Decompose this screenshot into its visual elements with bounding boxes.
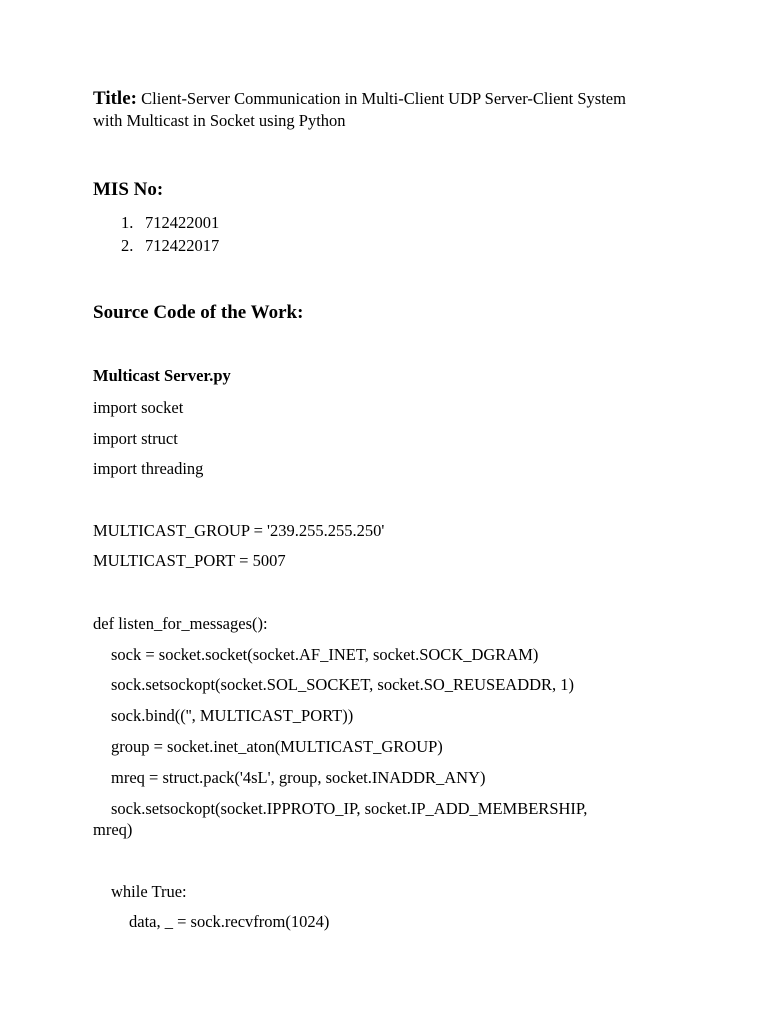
- list-item: [93, 234, 219, 257]
- code-line: import threading: [93, 459, 204, 478]
- code-line: mreq = struct.pack('4sL', group, socket.INADDR_ANY): [111, 768, 486, 787]
- code-line: MULTICAST_PORT = 5007: [93, 551, 286, 570]
- file-name-heading: Multicast Server.py: [93, 366, 231, 385]
- code-line: sock.setsockopt(socket.IPPROTO_IP, socket.IP_ADD_MEMBERSHIP,: [111, 799, 588, 818]
- code-line: def listen_for_messages():: [93, 614, 268, 633]
- document-title: [93, 88, 653, 132]
- code-line: while True:: [111, 882, 187, 901]
- code-line: sock.bind(('', MULTICAST_PORT)): [111, 706, 354, 725]
- source-code-heading: Source Code of the Work:: [93, 302, 304, 323]
- code-line: data, _ = sock.recvfrom(1024): [129, 912, 330, 931]
- mis-number-list: [93, 211, 219, 257]
- code-line: sock = socket.socket(socket.AF_INET, socket.SOCK_DGRAM): [111, 645, 539, 664]
- list-item: [93, 211, 219, 234]
- code-line: group = socket.inet_aton(MULTICAST_GROUP): [111, 737, 443, 756]
- code-line: import socket: [93, 398, 184, 417]
- mis-number: 712422017: [145, 236, 220, 255]
- code-line: MULTICAST_GROUP = '239.255.255.250': [93, 521, 385, 540]
- list-index: 2.: [121, 236, 134, 255]
- mis-heading: MIS No:: [93, 179, 164, 200]
- code-line: import struct: [93, 429, 178, 448]
- code-line: sock.setsockopt(socket.SOL_SOCKET, socket.SO_REUSEADDR, 1): [111, 675, 575, 694]
- title-text: Client-Server Communication in Multi-Client UDP Server-Client System with Multicast in Socket using Python: [93, 89, 626, 130]
- title-label: Title:: [93, 88, 137, 109]
- list-index: 1.: [121, 213, 134, 232]
- mis-number: 712422001: [145, 213, 220, 232]
- code-line: mreq): [93, 820, 133, 839]
